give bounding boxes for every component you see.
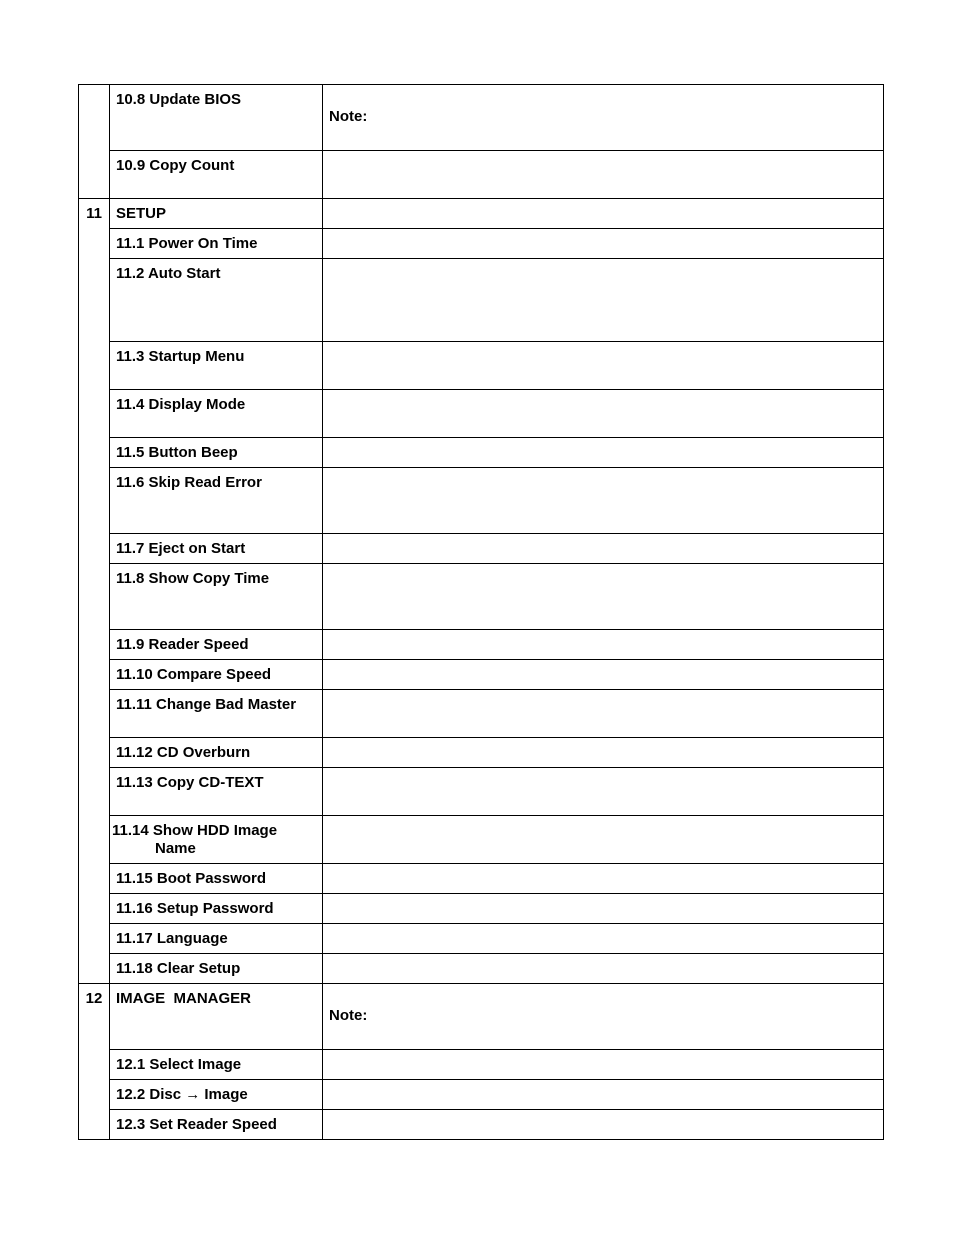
item-label-cell <box>110 768 323 816</box>
section-number: 11 <box>86 205 102 222</box>
table-row <box>79 564 884 630</box>
section-number-cell <box>79 984 110 1140</box>
item-label-cell <box>110 199 323 229</box>
description-cell <box>323 816 884 864</box>
table-row <box>79 534 884 564</box>
section-title: SETUP <box>116 205 167 222</box>
item-label-cell <box>110 151 323 199</box>
item-label: 11.14 Show HDD Image <box>112 822 278 839</box>
item-label-cell <box>110 229 323 259</box>
item-label-cell <box>110 738 323 768</box>
item-label-cell <box>110 954 323 984</box>
item-label: 11.9 Reader Speed <box>116 636 249 653</box>
item-label: 11.16 Setup Password <box>116 900 274 917</box>
table-row <box>79 438 884 468</box>
table-row <box>79 894 884 924</box>
table-row <box>79 1080 884 1110</box>
description-cell <box>323 894 884 924</box>
item-label: 11.13 Copy CD-TEXT <box>116 774 264 791</box>
description-cell <box>323 630 884 660</box>
description-cell <box>323 1050 884 1080</box>
item-label: 11.7 Eject on Start <box>116 540 246 557</box>
item-label-cell <box>110 259 323 342</box>
item-label: 12.3 Set Reader Speed <box>116 1116 277 1133</box>
table-row <box>79 924 884 954</box>
description-cell <box>323 954 884 984</box>
table-row <box>79 630 884 660</box>
note-label: Note: <box>329 108 368 125</box>
table-row <box>79 660 884 690</box>
description-cell <box>323 690 884 738</box>
item-label: 11.18 Clear Setup <box>116 960 241 977</box>
item-label-cell <box>110 342 323 390</box>
item-label-cell <box>110 894 323 924</box>
item-label-cell <box>110 630 323 660</box>
item-label: 11.1 Power On Time <box>116 235 258 252</box>
item-label: 12.1 Select Image <box>116 1056 242 1073</box>
description-cell <box>323 468 884 534</box>
section-number-cell <box>79 199 110 984</box>
item-label: 12.2 Disc → Image <box>116 1086 248 1103</box>
item-label-cell <box>110 438 323 468</box>
description-cell <box>323 1110 884 1140</box>
table-row <box>79 151 884 199</box>
description-cell <box>323 984 884 1050</box>
item-label-cell <box>110 1050 323 1080</box>
table-row <box>79 816 884 864</box>
table-row <box>79 1110 884 1140</box>
description-cell <box>323 259 884 342</box>
item-label-cell <box>110 660 323 690</box>
description-cell <box>323 85 884 151</box>
description-cell <box>323 1080 884 1110</box>
settings-table <box>78 84 884 1140</box>
item-label: 11.11 Change Bad Master <box>116 696 297 713</box>
item-label: 11.17 Language <box>116 930 228 947</box>
table-row <box>79 690 884 738</box>
item-label: 11.10 Compare Speed <box>116 666 272 683</box>
item-label-cell <box>110 564 323 630</box>
description-cell <box>323 768 884 816</box>
description-cell <box>323 738 884 768</box>
table-row <box>79 390 884 438</box>
item-label-cell <box>110 864 323 894</box>
table-row <box>79 468 884 534</box>
description-cell <box>323 660 884 690</box>
item-label-cell <box>110 1080 323 1110</box>
item-label-continuation: Name <box>155 840 196 857</box>
table-row <box>79 229 884 259</box>
item-label: 11.6 Skip Read Error <box>116 474 262 491</box>
item-label-cell <box>110 690 323 738</box>
item-label: 10.9 Copy Count <box>116 157 235 174</box>
table-row <box>79 954 884 984</box>
item-label-cell <box>110 468 323 534</box>
item-label-cell <box>110 534 323 564</box>
item-label: 11.4 Display Mode <box>116 396 246 413</box>
description-cell <box>323 229 884 259</box>
item-label: 10.8 Update BIOS <box>116 91 242 108</box>
table-row <box>79 342 884 390</box>
table-row <box>79 1050 884 1080</box>
description-cell <box>323 564 884 630</box>
description-cell <box>323 342 884 390</box>
item-label: 11.2 Auto Start <box>116 265 221 282</box>
description-cell <box>323 151 884 199</box>
item-label: 11.5 Button Beep <box>116 444 238 461</box>
item-label-cell <box>110 924 323 954</box>
item-label: 11.15 Boot Password <box>116 870 267 887</box>
description-cell <box>323 864 884 894</box>
table-row <box>79 738 884 768</box>
table-row <box>79 259 884 342</box>
table-row <box>79 984 884 1050</box>
section-number: 12 <box>85 990 103 1007</box>
table-row <box>79 768 884 816</box>
item-label-cell <box>110 85 323 151</box>
description-cell <box>323 199 884 229</box>
item-label: 11.8 Show Copy Time <box>116 570 270 587</box>
item-label-cell <box>110 984 323 1050</box>
item-label-cell <box>110 390 323 438</box>
description-cell <box>323 924 884 954</box>
item-label-cell <box>110 1110 323 1140</box>
description-cell <box>323 438 884 468</box>
table-row <box>79 85 884 151</box>
item-label: 11.3 Startup Menu <box>116 348 245 365</box>
section-number-cell <box>79 85 110 199</box>
table-row <box>79 199 884 229</box>
item-label-cell <box>110 816 323 864</box>
note-label: Note: <box>329 1007 368 1024</box>
item-label: 11.12 CD Overburn <box>116 744 251 761</box>
table-row <box>79 864 884 894</box>
description-cell <box>323 534 884 564</box>
description-cell <box>323 390 884 438</box>
section-title: IMAGE MANAGER <box>116 990 251 1007</box>
